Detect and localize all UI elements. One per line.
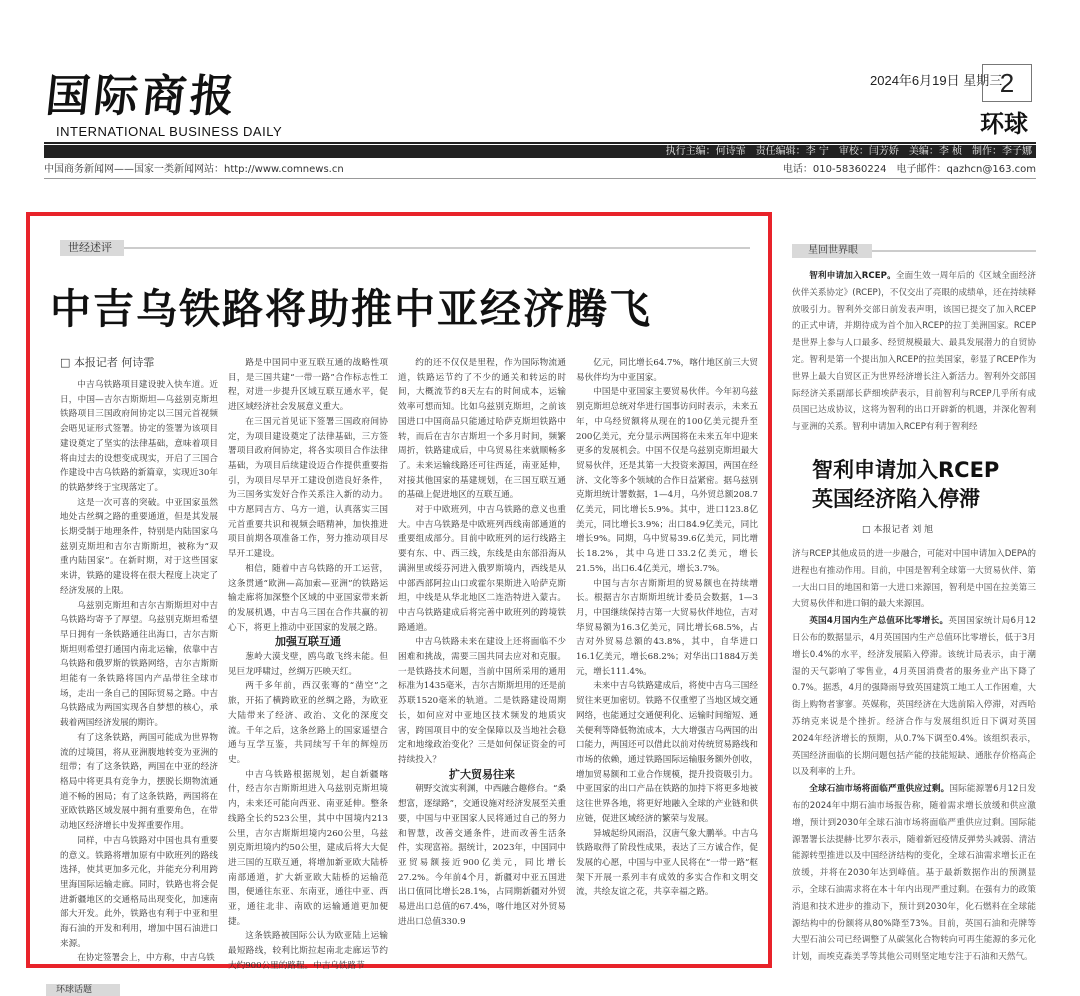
section-title: 环球 xyxy=(980,110,1028,138)
article-headline: 中吉乌铁路将助推中亚经济腾飞 xyxy=(50,285,652,333)
article-column-2 xyxy=(228,356,388,971)
paragraph: 中国与吉尔吉斯斯坦的贸易额也在持续增长。根据吉尔吉斯斯坦统计委员会数据，1—3月，中国继续保持吉第一大贸易伙伴地位，吉对华贸易额为16.3亿美元，同比增长68.5%，占吉对外贸易总额的43.8%，其中，自华进口16.1亿美元，增长68.2%；对华出口1884万美元，增长111.4%。 xyxy=(576,578,758,677)
sidebar-paragraph xyxy=(792,268,1036,436)
paragraph: 对于中欧班列，中吉乌铁路的意义也重大。中吉乌铁路是中欧班列西线南部通道的重要组成部分。目前中欧班列的运行线路主要有东、中、西三线，东线是由东部沿海从满洲里或绥芬河进入俄罗斯境内，西线是从中部西部阿拉山口或霍尔果斯进入哈萨克斯坦，中线是从华北地区二连浩特进入蒙古。中吉乌铁路建成后将完善中欧班列的跨境铁路通道。 xyxy=(398,505,566,633)
sidebar-top-text xyxy=(792,268,1036,450)
tag-rule xyxy=(124,247,750,249)
paragraph: 异城起纷风雨沿，汉唐气象大鹏举。中吉乌铁路取得了阶段性成果，表达了三方诚合作，促发展的心愿，中国与中亚人民将在“一带一路”框架下开展一系列丰有成效的多实合作和文明交流，共绘友谊之花，共享幸福之路。 xyxy=(576,828,758,898)
paragraph: 葱岭大漠戈壁，鸥鸟敢飞终未能。但见巨龙呼啸过，丝绸万匹映天红。 xyxy=(228,652,388,677)
sidebar-headline-line: 英国经济陷入停滞 xyxy=(812,487,980,511)
info-rule xyxy=(44,178,1036,179)
sidebar-headline-line: 智利申请加入RCEP xyxy=(812,458,1000,482)
site-info: 中国商务新闻网——国家一类新闻网站：http://www.comnews.cn xyxy=(44,164,344,175)
next-section-tag: 环球话题 xyxy=(46,984,120,996)
sidebar-paragraph xyxy=(792,613,1036,781)
sidebar-body: 国际能源署6月12日发布的2024年中期石油市场报告称，随着需求增长放缓和供应激增，预计到2030年全球石油市场将面临严重供应过剩。国际能源署署长法提赫·比罗尔表示，随着新冠疫情反弹势头减弱、清洁能源转型推进以及中国经济结构的变化，全球石油需求增长正在放缓，并将在2030年达到峰值。基于最新数据作出的预测显示，全球石油需求将在本十年内出现严重过剩。在强有力的政策消退和技术进步的推动下，预计到2030年，化石燃料在全球能源结构中的份额将从80%降至73%。目前，英国石油和壳牌等大型石油公司已经调整了从碳氢化合物转向可再生能源的多元化计划，而埃克森美孚等其他公司则坚定地专注于石油和天然气。 xyxy=(792,784,1036,963)
sidebar-body-text xyxy=(792,546,1036,963)
masthead-english-name: INTERNATIONAL BUSINESS DAILY xyxy=(56,124,283,139)
paragraph: 约的还不仅仅是里程，作为国际物流通道，铁路运节约了不少的通关和转运的时间，大概流节约8天左右的时间成本，运输效率可想而知。比如乌兹别克斯坦，之前该国进口中国商品只能通过哈萨克斯坦铁路中转，而后在吉尔吉斯坦一个多月时间，频繁周折，铁路建成后，中乌贸易往来就顺畅多了。未来运输线路还可往西延，南亚延伸，对接其他国家的基建规划，在三国互联互通的基础上促进地区的互联互通。 xyxy=(398,358,566,501)
article-byline: □ 本报记者 何诗霏 xyxy=(60,356,155,369)
credits-bar: 执行主编：何诗霏 责任编辑：李 宁 审校：闫芳娇 美编：李 桢 制作：李子娜 xyxy=(44,145,1036,158)
sidebar-tag: 星回世界眼 xyxy=(792,244,872,258)
sidebar-lead: 英国4月国内生产总值环比零增长。 xyxy=(809,616,949,627)
sidebar-paragraph xyxy=(792,781,1036,966)
sidebar-paragraph: 济与RCEP其他成员的进一步融合，可能对中国申请加入DEPA的进程也有推动作用。目前，中国是智利全球第一大贸易伙伴、第一大出口目的地国和第一大进口来源国，智利是中国在拉美第三大贸易伙伴和进口铜的最大来源国。 xyxy=(792,549,1036,610)
paragraph: 两千多年前，西汉张骞的“凿空”之旅，开拓了横跨欧亚的丝绸之路，为欧亚大陆带来了经济、政治、文化的深度交流。千年之后，这条丝路上的国家遥望合通与互学互鉴，共同续写千年的辉煌历史。 xyxy=(228,681,388,765)
paragraph: 同样，中吉乌铁路对中国也具有重要的意义。铁路将增加原有中欧班列的路线选择，使其更加多元化，并能充分利用跨里海国际运输走廊。同时，铁路也将会促进新疆地区的交通格局出现变化，加速南部大开发。此外，铁路也有利于中亚和里海石油的开发和利用，增加中国石油进口来源。 xyxy=(60,835,218,949)
article-column-4 xyxy=(576,356,758,958)
masthead-rule xyxy=(44,142,1036,144)
sidebar-lead: 智利申请加入RCEP。 xyxy=(809,271,896,281)
paragraph: 这是一次可喜的突破。中亚国家虽然地处古丝绸之路的重要通道，但是其发展长期受制于地理条件，特别是内陆国家乌兹别克斯坦和吉尔吉斯斯坦，被称为“双重内陆国家”。在新时期，对于这些国家来讲，铁路的建设将在很大程度上决定了经济发展的上限。 xyxy=(60,497,218,596)
masthead-logo: 国际商报 xyxy=(43,71,241,122)
paragraph: 这条铁路被国际公认为欧亚陆上运输最短路线，较利比斯拉起南北走廊运节约大约900公里的路程。中吉乌铁路节 xyxy=(228,931,388,971)
paragraph: 朝野交流实利渊，中西融合趣修台。“桑想富，逐绿路”，交通设施对经济发展至关重要，中国与中亚国家人民将通过自己的努力和智慧，改善交通条件，进而改善生活条件，实现富裕。据统计，2023年，中国同中亚贸易额接近900亿美元，同比增长27.2%。今年前4个月，新疆对中亚五国进出口值同比增长28.1%，占同期新疆对外贸易进出口总值的67.4%，喀什地区对外贸易进出口总值330.9 xyxy=(398,784,566,927)
sidebar-tag-rule xyxy=(872,250,1036,252)
sidebar-lead: 全球石油市场将面临严重供应过剩。 xyxy=(809,784,950,795)
subheading: 加强互联互通 xyxy=(275,635,341,649)
page-number: 2 xyxy=(982,64,1032,102)
paragraph: 中国是中亚国家主要贸易伙伴。今年初乌兹别克斯坦总统对华进行国事访问时表示，未来五年，中乌经贸额将从现在的100亿美元提升至200亿美元，充分显示两国将在未来五年中迎来更多的发展机会。中国不仅是乌兹别克斯坦最大贸易伙伴，还是其第一大投资来源国，两国在经济、文化等多个领域的合作日益紧密。据乌兹别克斯坦统计署数据，1—4月，乌外贸总额208.7亿美元，同比增长5.9%。其中，进口123.8亿美元，同比增长3.9%；出口84.9亿美元，同比增长9%。同期，乌中贸易39.6亿美元，同比增长18.2%，其中乌进口33.2亿美元，增长21.5%，出口6.4亿美元，增长3.7%。 xyxy=(576,387,758,574)
column-tag: 世经述评 xyxy=(60,240,124,256)
paragraph: 在协定签署会上，中方称，中吉乌铁 xyxy=(77,953,215,964)
paragraph: 有了这条铁路，两国可能成为世界物流的过境国，将从亚洲腹地转变为亚洲的纽带；有了这条铁路，两国在中亚的经济格局中将更具有竞争力，摆脱长期物流通道不畅的困局；有了这条铁路，两国将在亚欧铁路区域发展中拥有重要角色，在带动地区经济增长中发挥重要作用。 xyxy=(60,732,218,832)
sidebar-byline: □ 本报记者 刘 旭 xyxy=(862,525,934,535)
paragraph: 中吉乌铁路项目建设驶入快车道。近日，中国—吉尔吉斯斯坦—乌兹别克斯坦铁路项目三国政府间协定以三国元首视频会晤见证形式签署。协定的签署为该项目建设奠定了坚实的法律基础，意味着项目将由过去的设想变成现实，开启了三国合作建设中吉乌铁路的新篇章，实现近30年的铁路梦终于宝现落定了。 xyxy=(60,380,218,493)
paragraph: 相信，随着中吉乌铁路的开工运营，这条贯通“欧洲—高加索—亚洲”的铁路运输走廊将加深整个区域的中亚国家带来新的发展机遇，中吉乌三国在合作共赢的初心下，将更上推动中亚国家的发展之路。 xyxy=(228,563,388,633)
paragraph: 在三国元首见证下签署三国政府间协定，为项目建设奠定了法律基础，三方签署项目政府间协定，将各实项目合作法律基础，为项目后续建设迈合作提供重要指引，为项目尽早开工建设创造良好条件，为三国务实发好合作关系注入新的动力。中方愿同吉方、乌方一道，认真落实三国元首重要共识和视频会晤精神，加快推进项目前期各项准备工作，努力推动项目尽早开工建设。 xyxy=(228,416,388,560)
article-column-3 xyxy=(398,356,566,958)
sidebar-body: 英国国家统计局6月12日公布的数据显示，4月英国国内生产总值环比零增长，低于3月增长0.4%的水平，经济发展陷入停滞。该统计局表示，由于潮湿的天气影响了零售业，4月英国消费者的服务业产出下降了0.7%。据悉，4月的强降雨导致英国建筑工地工人工作困难，大街上购物者寥寥。英媒称，英国经济在大选前陷入停滞，对西哈苏纳克来说是个挫折。经济合作与发展组织近日下调对英国2024年经济增长的预期，从0.7%下调至0.4%。该组织表示，英国经济面临的长期问题包括产能的技能短缺、通胀存价格高企以及利率的上升。 xyxy=(792,616,1036,778)
paragraph: 中吉乌铁路根据规划，起自新疆喀什，经吉尔吉斯斯坦进入乌兹别克斯坦境内，未来还可能向西亚、南亚延伸。整条线路全长约523公里，其中中国境内213公里，吉尔吉斯斯坦境内260公里，乌兹别克斯坦境内约50公里，建成后将大大促进三国的互联互通，将增加新亚欧大陆桥南部通道，扩大新亚欧大陆桥的运输范围，便通往东亚、东南亚，通往中亚、西亚，通往北非、南欧的运输通道更加便捷。 xyxy=(228,769,388,927)
paragraph: 中吉乌铁路未来在建设上还将面临不少困难和挑战，需要三国共同去应对和克服。一是铁路技术问题，当前中国所采用的通用标准为1435毫米，吉尔吉斯斯坦用的还是前苏联1520毫米的轨道。二是铁路建设周期长，如何应对中亚地区技术频发的地质灾害，跨国项目中的安全保障以及当地社会稳定和地缘政治变化？三是如何保证资金的可持续投入？ xyxy=(398,637,566,765)
info-line xyxy=(44,160,1036,174)
issue-date: 2024年6月19日 星期三 xyxy=(870,73,1003,88)
subheading: 扩大贸易往来 xyxy=(449,767,515,781)
paragraph: 未来中吉乌铁路建成后，将使中吉乌三国经贸往来更加密切。铁路不仅重塑了当地区域交通网络，也能通过交通便利化、运输时间缩短、通关便利等降低物流成本，大大增强吉乌两国的出口能力，两国还可以借此以前对传统贸易路线和市场的依赖，通过铁路国际运输服务额外创收，增加贸易额和工业合作规模，提升投资吸引力。中亚国家的出口产品在铁路的加持下将更多地被这往世界各地，将更好地融入全球的产业链和供应链，促进区域经济的繁荣与发展。 xyxy=(576,681,758,824)
sidebar-body: 全面生效一周年后的《区域全面经济伙伴关系协定》(RCEP)，不仅交出了亮眼的成绩单，还在持续释放吸引力。智利外交部日前发表声明，该国已提交了加入RCEP的正式申请，并期待成为首个加入RCEP的拉丁美洲国家。RCEP是世界上参与人口最多、经贸规模最大、最具发展潜力的自贸协定。智利是第一个提出加入RCEP的拉美国家，彰显了RCEP作为世界上最大自贸区正为世界经济增长注入新活力。智利外交部国际经济关系副部长萨细埃萨表示，目前智利与RCEP几乎所有成员国已达成协议，这将为智利的出口开辟新的机遇，并深化智利与亚洲的关系。智利申请加入RCEP有利于智利经 xyxy=(792,271,1036,433)
paragraph: 路是中国同中亚互联互通的战略性项目，是三国共建“一带一路”合作标志性工程，对进一步提升区域互联互通水平，促进区域经济社会发展意义重大。 xyxy=(228,358,388,413)
paragraph: 乌兹别克斯坦和吉尔吉斯斯坦对中吉乌铁路均寄予了厚望。乌兹别克斯坦希望早日拥有一条铁路通往出海口，吉尔吉斯斯坦则希望打通国内南北运输，依靠中吉乌铁路和俄罗斯的铁路网络，吉尔吉斯斯坦能有一条铁路将国内产品带往全球市场，走出一条自己的国际贸易之路。中吉乌铁路成为两国实现各自梦想的核心，承载着两国经济发展的期许。 xyxy=(60,600,218,729)
paragraph: 亿元，同比增长64.7%，喀什地区前三大贸易伙伴均为中亚国家。 xyxy=(576,358,758,383)
contact-info: 电话：010-58360224 电子邮件：qazhcn@163.com xyxy=(782,164,1036,175)
article-column-1 xyxy=(60,378,218,964)
sidebar-headline xyxy=(812,456,999,514)
